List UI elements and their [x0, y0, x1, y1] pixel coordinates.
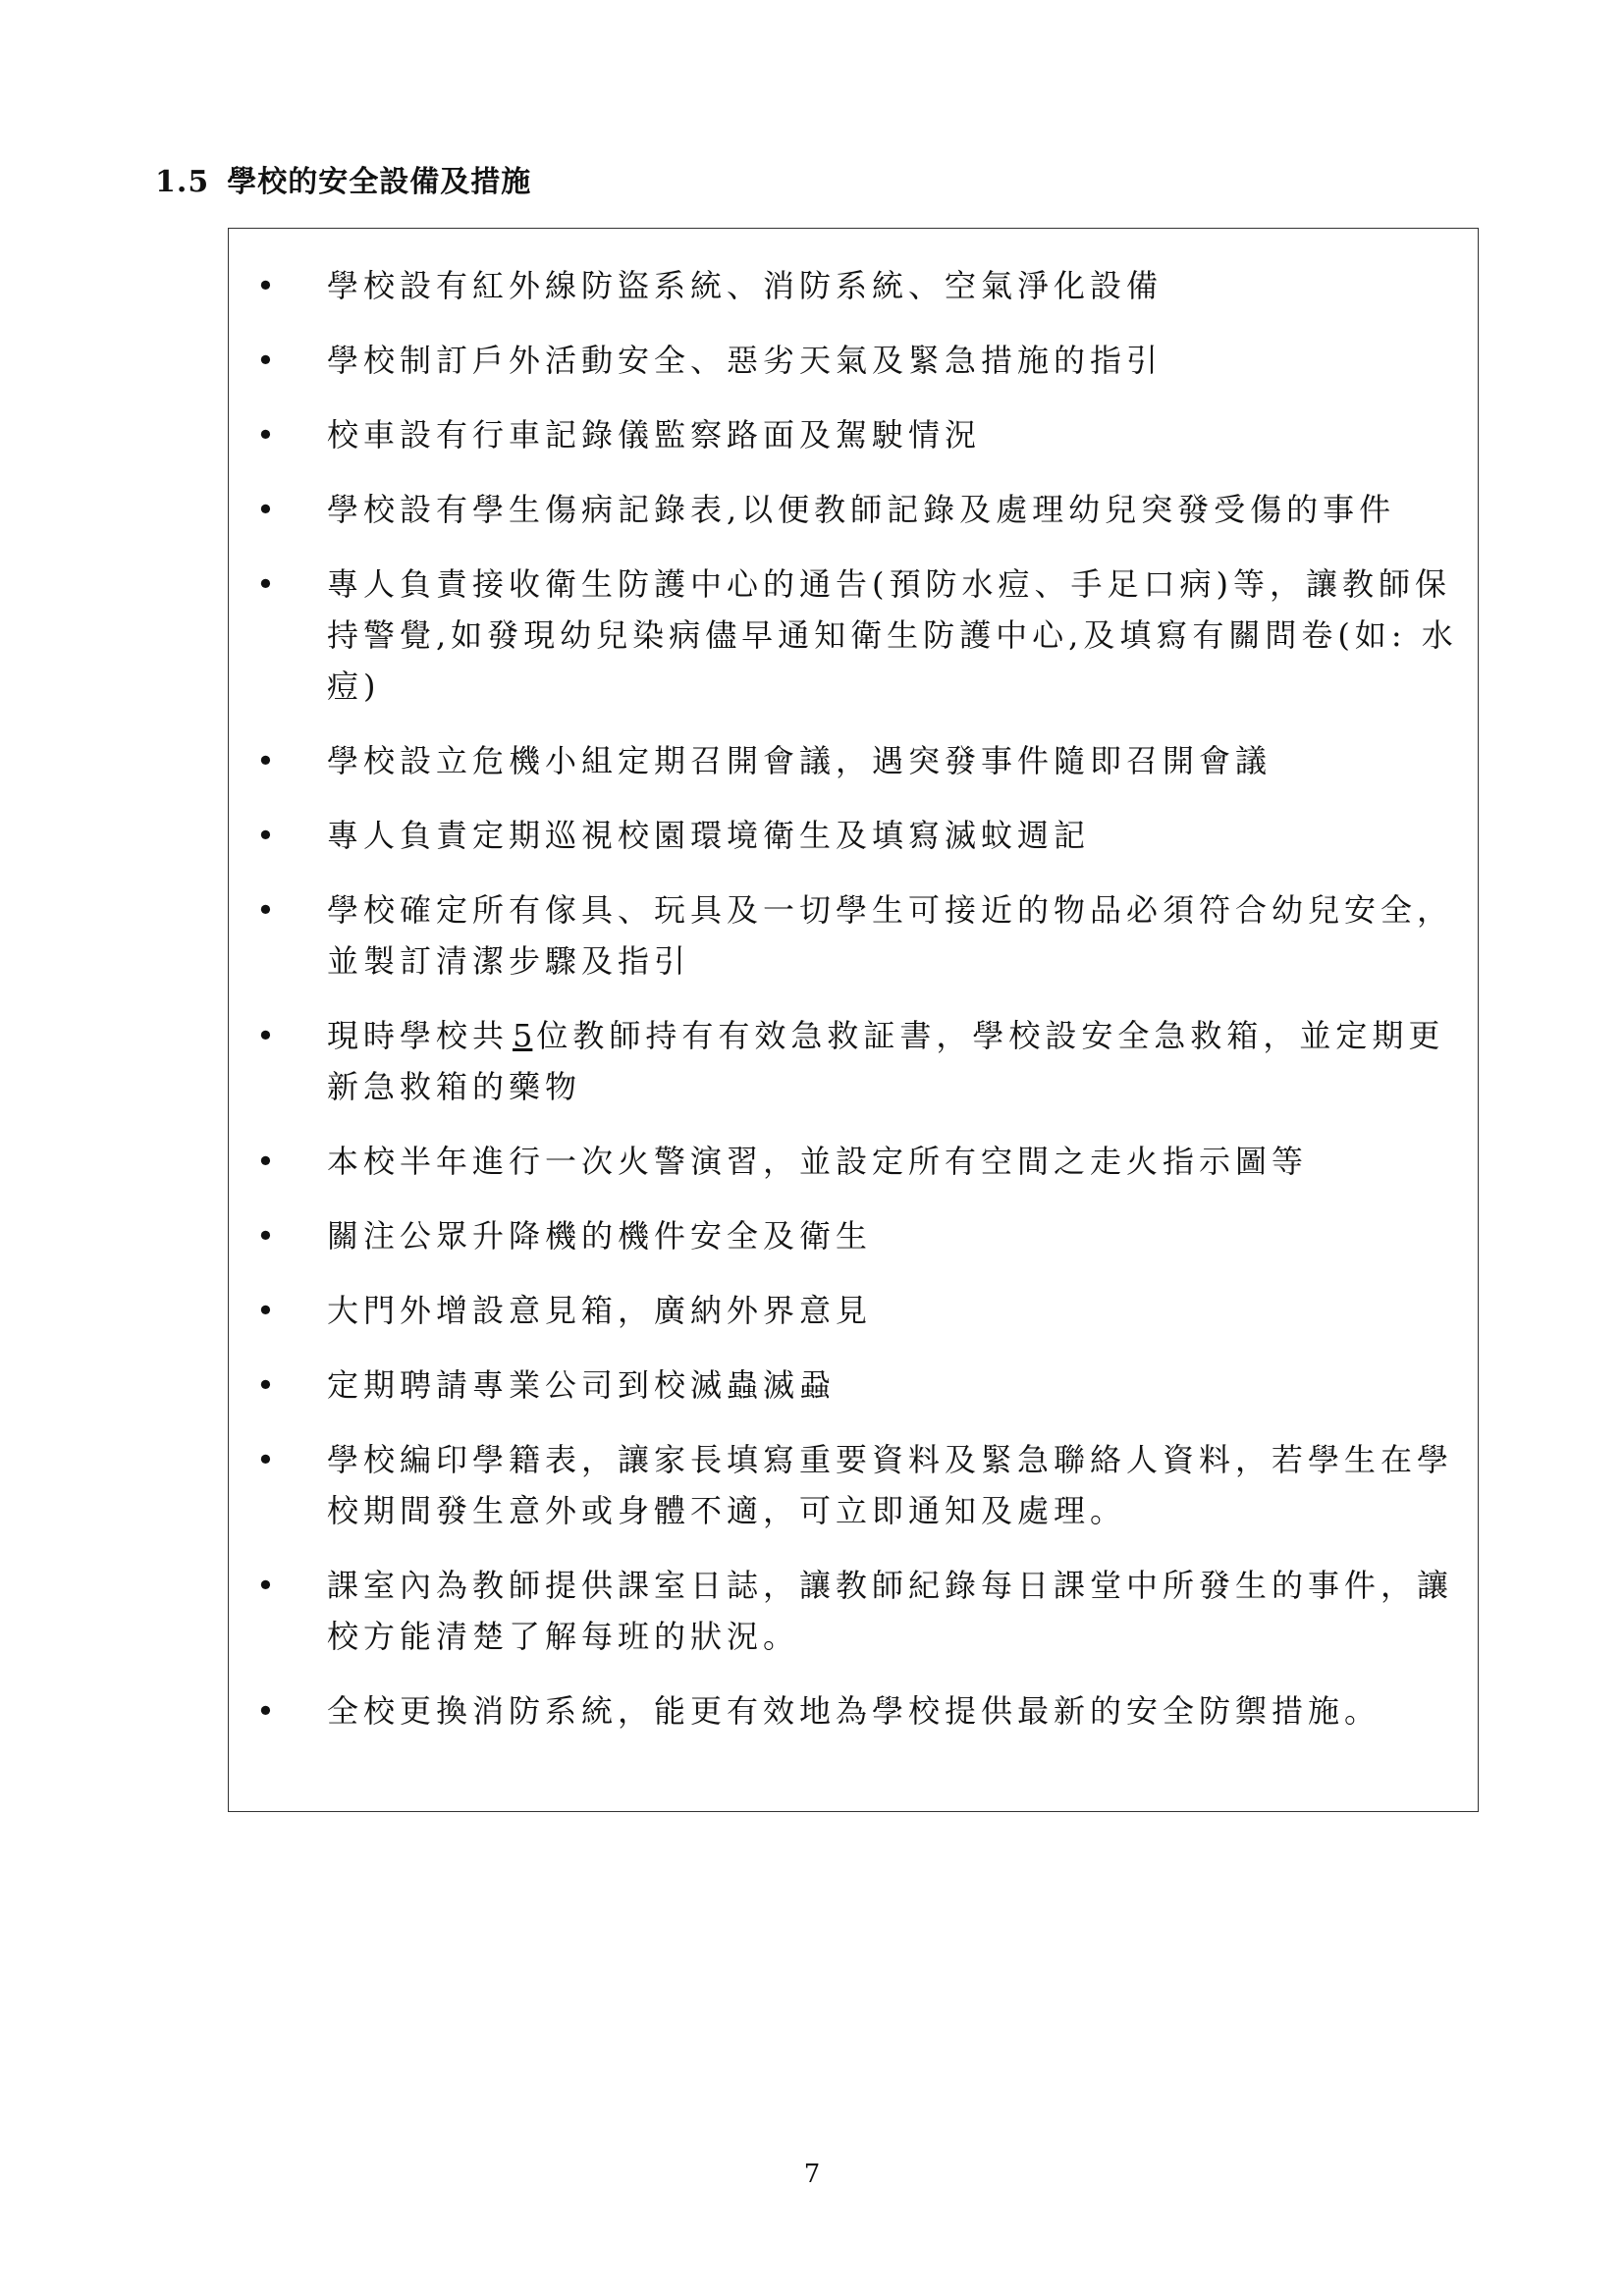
page-number: 7 [803, 2160, 821, 2189]
list-item [229, 484, 1478, 535]
measure-text: 校車設有行車記錄儀監察路面及駕駛情況 [327, 416, 982, 454]
section-heading [155, 157, 531, 200]
measure-text: 學校設有學生傷病記錄表,以便教師記錄及處理幼兒突發受傷的事件 [327, 491, 1396, 528]
bullet-icon: • [256, 1217, 275, 1255]
measure-text: 大門外增設意見箱，廣納外界意見 [327, 1292, 873, 1329]
measures-box [228, 228, 1479, 1812]
list-item [229, 1685, 1478, 1736]
bullet-icon: • [256, 1143, 275, 1180]
list-item [229, 260, 1478, 311]
list-item [229, 735, 1478, 786]
section-number: 1.5 [155, 165, 210, 199]
list-item [229, 1210, 1478, 1261]
measure-text: 課室內為教師提供課室日誌，讓教師紀錄每日課堂中所發生的事件，讓校方能清楚了解每班的狀況。 [327, 1567, 1454, 1655]
list-item [229, 559, 1478, 712]
measure-text: 專人負責定期巡視校園環境衛生及填寫滅蚊週記 [327, 817, 1091, 854]
first-aid-teacher-count: 5 [513, 1017, 533, 1054]
measures-list [229, 260, 1478, 1760]
measure-text: 專人負責接收衛生防護中心的通告(預防水痘、手足口病)等，讓教師保持警覺,如發現幼兒染病儘早通知衛生防護中心,及填寫有關問卷(如: 水痘) [327, 565, 1458, 705]
bullet-icon: • [256, 416, 275, 454]
bullet-icon: • [256, 1567, 275, 1604]
list-item [229, 1010, 1478, 1112]
bullet-icon: • [256, 891, 275, 929]
list-item [229, 1285, 1478, 1336]
bullet-icon: • [256, 565, 275, 603]
measure-text: 學校確定所有傢具、玩具及一切學生可接近的物品必須符合幼兒安全，並製訂清潔步驟及指引 [327, 891, 1454, 980]
bullet-icon: • [256, 1292, 275, 1329]
bullet-icon: • [256, 491, 275, 528]
list-item [229, 409, 1478, 460]
measure-text: 定期聘請專業公司到校滅蟲滅蝨 [327, 1366, 837, 1404]
measure-text: 學校設立危機小組定期召開會議，遇突發事件隨即召開會議 [327, 742, 1272, 779]
first-aid-text-after: 位教師持有有效急救証書，學校設安全急救箱，並定期更新急救箱的藥物 [327, 1017, 1445, 1105]
bullet-icon: • [256, 1692, 275, 1730]
list-item [229, 1136, 1478, 1187]
list-item [229, 1560, 1478, 1662]
measure-text: 學校設有紅外線防盜系統、消防系統、空氣淨化設備 [327, 267, 1164, 304]
list-item [229, 884, 1478, 987]
measure-text: 學校制訂戶外活動安全、惡劣天氣及緊急措施的指引 [327, 342, 1164, 379]
list-item [229, 1434, 1478, 1536]
bullet-icon: • [256, 742, 275, 779]
bullet-icon: • [256, 267, 275, 304]
list-item [229, 335, 1478, 386]
section-title: 學校的安全設備及措施 [227, 165, 532, 199]
bullet-icon: • [256, 342, 275, 379]
list-item [229, 1360, 1478, 1411]
bullet-icon: • [256, 1441, 275, 1478]
bullet-icon: • [256, 1017, 275, 1054]
bullet-icon: • [256, 1366, 275, 1404]
list-item [229, 810, 1478, 861]
measure-text: 關注公眾升降機的機件安全及衛生 [327, 1217, 873, 1255]
bullet-icon: • [256, 817, 275, 854]
measure-text: 全校更換消防系統，能更有效地為學校提供最新的安全防禦措施。 [327, 1692, 1381, 1730]
measure-text: 學校編印學籍表，讓家長填寫重要資料及緊急聯絡人資料，若學生在學校期間發生意外或身體不適，可立即通知及處理。 [327, 1441, 1454, 1529]
first-aid-text-before: 現時學校共 [327, 1017, 510, 1054]
measure-text: 本校半年進行一次火警演習，並設定所有空間之走火指示圖等 [327, 1143, 1309, 1180]
measure-text [327, 1010, 1462, 1112]
